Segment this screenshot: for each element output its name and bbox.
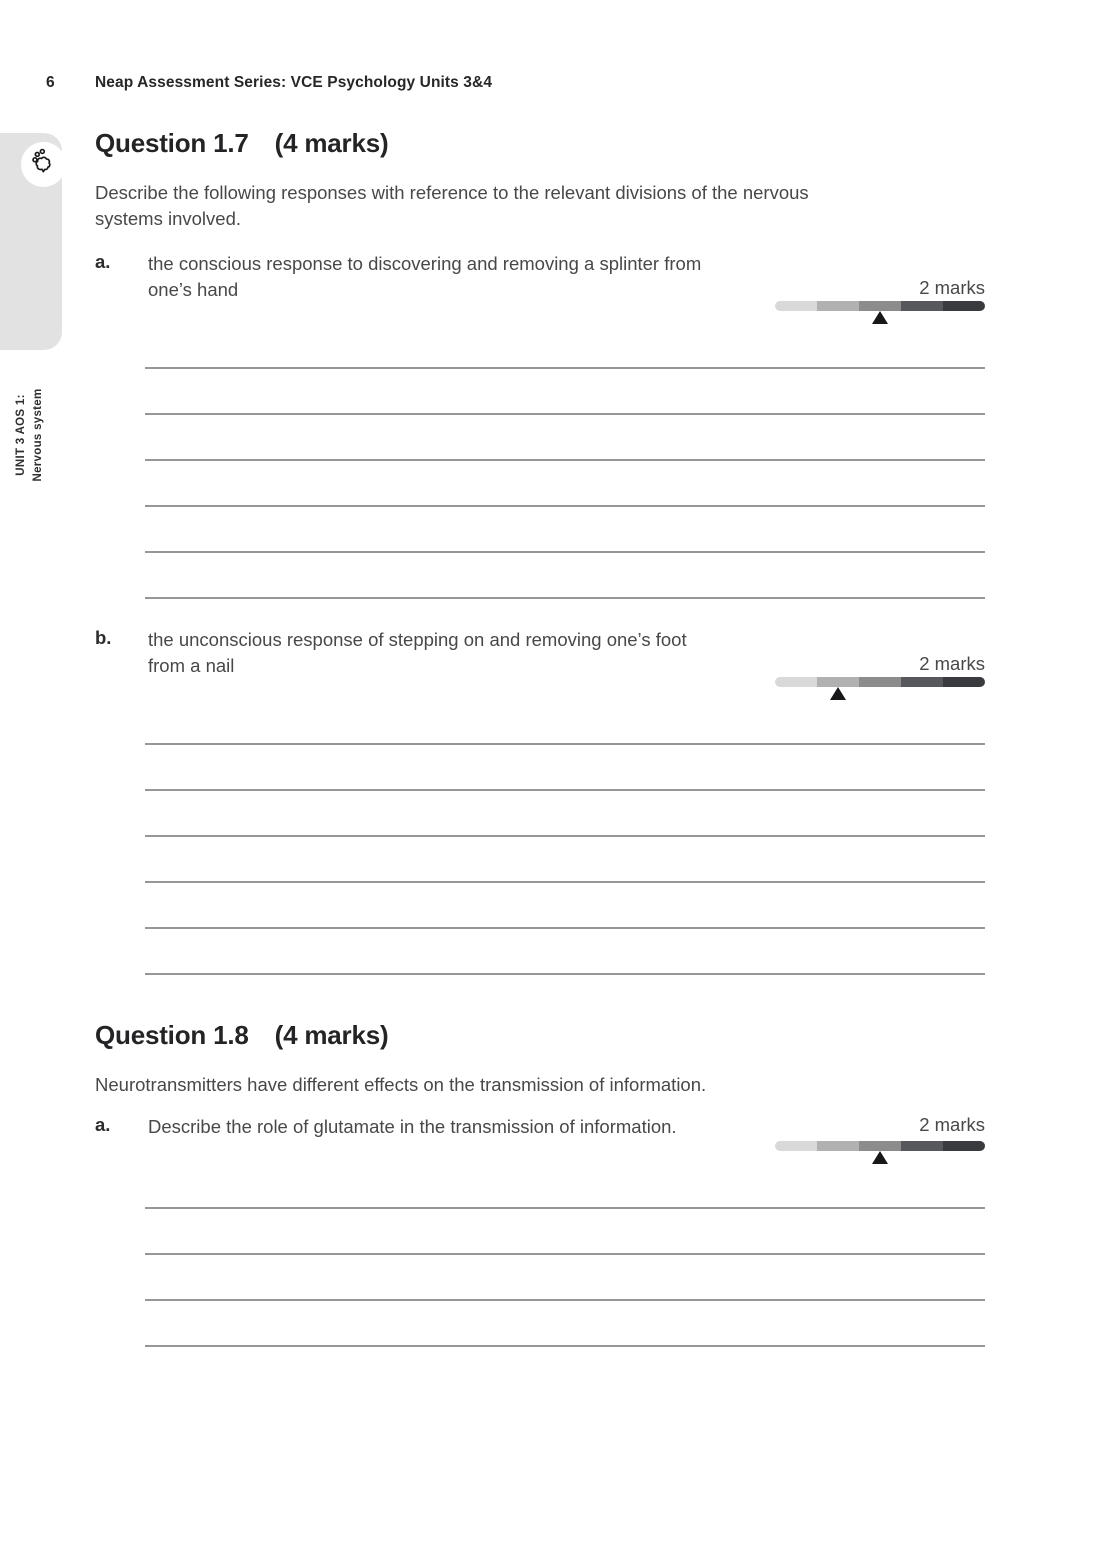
answer-line xyxy=(145,551,985,553)
header-title: Neap Assessment Series: VCE Psychology Units 3&4 xyxy=(95,74,493,91)
difficulty-segment xyxy=(901,677,943,687)
difficulty-marker-icon xyxy=(830,687,846,700)
difficulty-scale-bar xyxy=(775,1141,985,1151)
part-a-text xyxy=(148,251,868,303)
part-a-marks: 2 marks xyxy=(919,277,985,298)
unit-tab-label-line1: UNIT 3 AOS 1: xyxy=(15,394,27,476)
difficulty-segment xyxy=(943,677,985,687)
question-1-7-heading xyxy=(95,128,388,159)
difficulty-segment xyxy=(775,1141,817,1151)
difficulty-segment xyxy=(943,301,985,311)
difficulty-segment xyxy=(859,677,901,687)
difficulty-marker-icon xyxy=(872,1151,888,1164)
unit-tab-icon-circle xyxy=(21,142,66,187)
part-a-label: a. xyxy=(95,251,111,272)
part-a-marks: 2 marks xyxy=(919,1114,985,1135)
answer-line xyxy=(145,505,985,507)
answer-line xyxy=(145,1207,985,1209)
difficulty-segment xyxy=(775,301,817,311)
answer-line xyxy=(145,367,985,369)
difficulty-segment xyxy=(943,1141,985,1151)
part-text-line: the unconscious response of stepping on and removing one’s foot xyxy=(148,629,687,650)
answer-lines-area xyxy=(145,1207,985,1347)
intro-line: systems involved. xyxy=(95,208,241,229)
answer-line xyxy=(145,881,985,883)
answer-line xyxy=(145,789,985,791)
difficulty-segment xyxy=(817,1141,859,1151)
intro-line: Neurotransmitters have different effects on the transmission of information. xyxy=(95,1074,707,1095)
part-text-line: Describe the role of glutamate in the transmission of information. xyxy=(148,1116,677,1137)
answer-line xyxy=(145,927,985,929)
part-text-line: the conscious response to discovering and removing a splinter from xyxy=(148,253,702,274)
question-1-8-intro xyxy=(95,1072,995,1098)
answer-line xyxy=(145,459,985,461)
part-b-marks: 2 marks xyxy=(919,653,985,674)
difficulty-segment xyxy=(775,677,817,687)
difficulty-segment xyxy=(859,301,901,311)
difficulty-segment xyxy=(817,677,859,687)
difficulty-scale-bar xyxy=(775,301,985,311)
answer-line xyxy=(145,1299,985,1301)
unit-tab-label xyxy=(13,350,49,520)
part-a-label: a. xyxy=(95,1114,111,1135)
brain-icon xyxy=(28,147,59,183)
difficulty-segment xyxy=(817,301,859,311)
intro-line: Describe the following responses with reference to the relevant divisions of the nervous xyxy=(95,182,809,203)
answer-line xyxy=(145,1345,985,1347)
part-text-line: from a nail xyxy=(148,655,235,676)
question-1-8-heading xyxy=(95,1020,388,1051)
question-1-8-total-marks: (4 marks) xyxy=(274,1020,389,1050)
part-text-line: one’s hand xyxy=(148,279,239,300)
answer-lines-area xyxy=(145,743,985,975)
difficulty-scale-bar xyxy=(775,677,985,687)
answer-line xyxy=(145,597,985,599)
question-1-7-total-marks: (4 marks) xyxy=(274,128,389,158)
answer-line xyxy=(145,413,985,415)
question-1-8-title: Question 1.8 xyxy=(95,1020,249,1050)
part-b-text xyxy=(148,627,868,679)
difficulty-segment xyxy=(859,1141,901,1151)
answer-line xyxy=(145,1253,985,1255)
page-number: 6 xyxy=(46,74,55,91)
unit-tab xyxy=(0,133,62,482)
question-1-7-intro xyxy=(95,180,995,232)
answer-line xyxy=(145,743,985,745)
answer-lines-area xyxy=(145,367,985,599)
difficulty-scale xyxy=(775,1141,985,1165)
answer-line xyxy=(145,973,985,975)
part-a-text xyxy=(148,1114,868,1140)
answer-line xyxy=(145,835,985,837)
difficulty-scale xyxy=(775,677,985,701)
difficulty-segment xyxy=(901,1141,943,1151)
difficulty-scale xyxy=(775,301,985,325)
part-b-label: b. xyxy=(95,627,112,648)
unit-tab-label-line2: Nervous system xyxy=(32,388,44,482)
question-1-7-title: Question 1.7 xyxy=(95,128,249,158)
difficulty-marker-icon xyxy=(872,311,888,324)
difficulty-segment xyxy=(901,301,943,311)
